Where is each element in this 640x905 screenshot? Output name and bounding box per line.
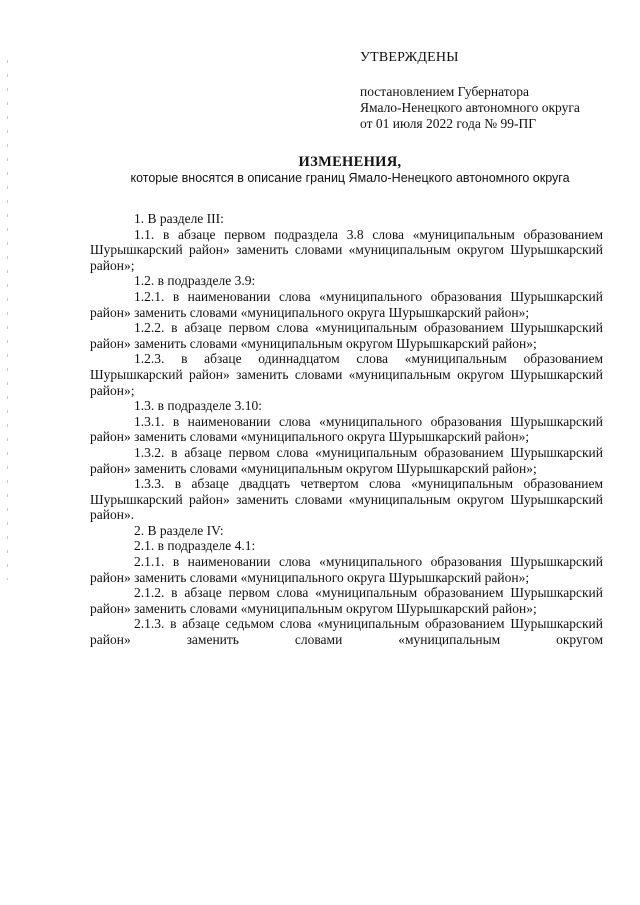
approval-line-3: от 01 июля 2022 года № 99-ПГ bbox=[360, 116, 536, 131]
document-subtitle: которые вносятся в описание границ Ямало-Ненецкого автономного округа bbox=[130, 171, 570, 185]
list-item: 2.1. в подразделе 4.1: bbox=[134, 538, 256, 554]
approval-line-2: Ямало-Ненецкого автономного округа bbox=[360, 100, 580, 115]
list-item: 2.1.2. в абзаце первом слова «муниципальным образованием Шурышкарский район» заменить словами «муниципальным округом Шурышкарский район»; bbox=[90, 585, 603, 616]
list-item: 1.3.1. в наименовании слова «муниципального образования Шурышкарский район» заменить словами «муниципального округа Шурышкарский район»; bbox=[90, 413, 603, 445]
list-item: 1.3.2. в абзаце первом слова «муниципальным образованием Шурышкарский район» заменить словами «муниципальным округом Шурышкарский район»; bbox=[90, 444, 603, 476]
document-body bbox=[90, 211, 603, 648]
approval-block bbox=[360, 50, 630, 132]
list-item: 1.2.2. в абзаце первом слова «муниципальным образованием Шурышкарский район» заменить словами «муниципальным округом Шурышкарский район»; bbox=[90, 320, 603, 351]
list-item: 2. В разделе IV: bbox=[134, 522, 224, 538]
document-title: ИЗМЕНЕНИЯ, bbox=[298, 154, 402, 170]
list-item: 2.1.1. в наименовании слова «муниципального образования Шурышкарский район» заменить словами «муниципального округа Шурышкарский район»; bbox=[90, 554, 603, 585]
list-item: 1.1. в абзаце первом подраздела 3.8 слова «муниципальным образованием Шурышкарский район» заменить словами «муниципальным округом Шурышкарский район»; bbox=[90, 226, 603, 273]
list-item: 1.3.3. в абзаце двадцать четвертом слова «муниципальным образованием Шурышкарский район» заменить словами «муниципальным округом Шурышкарский район». bbox=[90, 476, 603, 523]
list-item: 1.2.3. в абзаце одиннадцатом слова «муниципальным образованием Шурышкарский район» заменить словами «муниципальным округом Шурышкарский район»; bbox=[90, 351, 603, 398]
binding-edge-mark bbox=[7, 60, 8, 580]
approval-line-1: постановлением Губернатора bbox=[360, 84, 529, 99]
list-item: 1. В разделе III: bbox=[134, 211, 224, 226]
approval-title: УТВЕРЖДЕНЫ bbox=[360, 50, 459, 65]
list-item: 2.1.3. в абзаце седьмом слова «муниципальным образованием Шурышкарский район» заменить словами «муниципальным округом bbox=[90, 616, 603, 648]
list-item: 1.3. в подразделе 3.10: bbox=[134, 398, 262, 414]
list-item: 1.2.1. в наименовании слова «муниципального образования Шурышкарский район» заменить словами «муниципального округа Шурышкарский район»; bbox=[90, 288, 603, 320]
list-item: 1.2. в подразделе 3.9: bbox=[134, 273, 256, 289]
